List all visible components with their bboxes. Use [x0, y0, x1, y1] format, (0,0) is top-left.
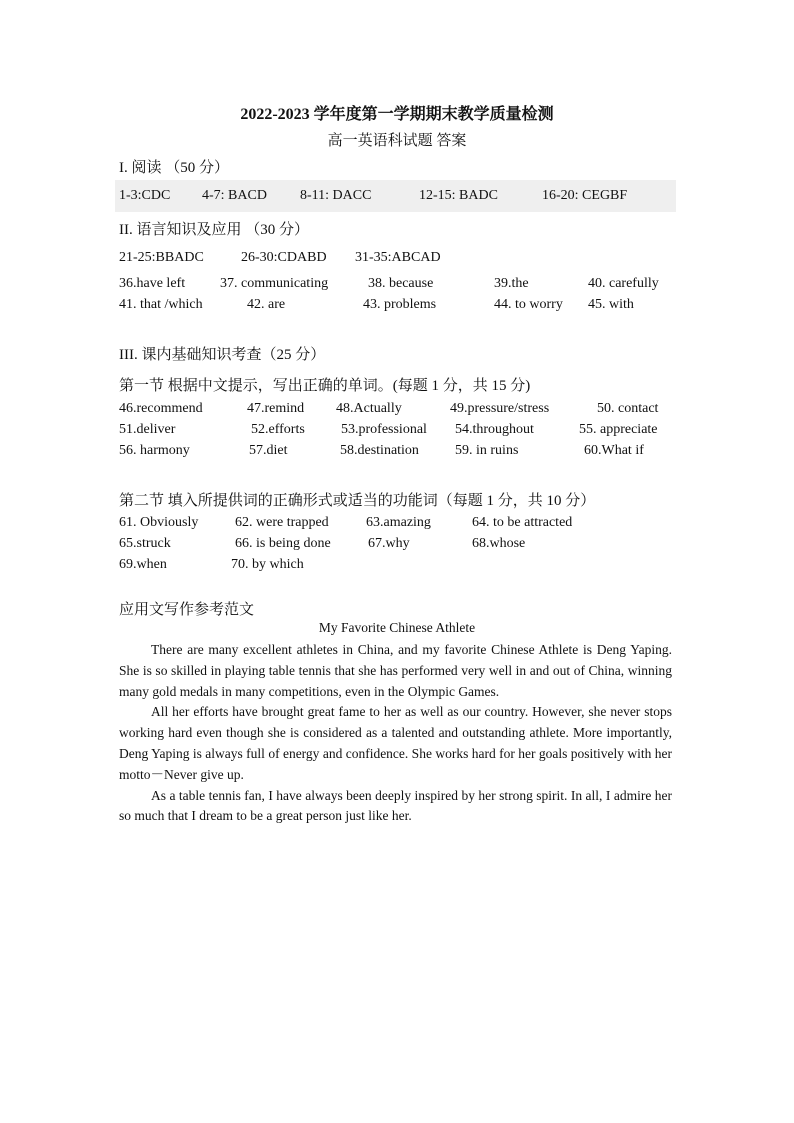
word-answer: 55. appreciate: [579, 422, 658, 437]
essay-paragraph: All her efforts have brought great fame to her as well as our country. However, she never stops working hard even though she is considered as a talented and outstanding athlete. More importantly, Deng Yaping is always full of energy and confidence. She works hard for her goals positively with her motto－Never give up.: [119, 704, 672, 782]
word-answer: 58.destination: [340, 443, 419, 458]
fill-answer: 38. because: [368, 276, 434, 291]
fill-answer: 44. to worry: [494, 297, 563, 312]
form-answer: 63.amazing: [366, 515, 431, 530]
writing-heading: 应用文写作参考范文: [119, 602, 255, 618]
reading-answer: 12-15: BADC: [419, 188, 498, 203]
part1-heading: 第一节 根据中文提示，写出正确的单词。(每题 1 分，共 15 分): [119, 378, 531, 394]
form-answer: 62. were trapped: [235, 515, 329, 530]
form-answer: 68.whose: [472, 536, 526, 551]
part2-heading: 第二节 填入所提供词的正确形式或适当的功能词（每题 1 分，共 10 分）: [119, 493, 596, 509]
fill-answer: 37. communicating: [220, 276, 329, 291]
essay-paragraph: There are many excellent athletes in China, and my favorite Chinese Athlete is Deng Yaping. She is so skilled in playing table tennis that she has performed very well in and out of China, winning many gold medals in many competitions, even in the Olympic Games.: [119, 642, 672, 699]
word-answer: 52.efforts: [251, 422, 305, 437]
fill-answer: 39.the: [494, 276, 529, 291]
form-answer: 69.when: [119, 557, 167, 572]
fill-answer: 36.have left: [119, 276, 186, 291]
word-answer: 47.remind: [247, 401, 305, 416]
word-answer: 57.diet: [249, 443, 288, 458]
fill-answer: 41. that /which: [119, 297, 203, 312]
reading-answer: 8-11: DACC: [300, 188, 372, 203]
word-answer: 49.pressure/stress: [450, 401, 550, 416]
form-answer: 64. to be attracted: [472, 515, 573, 530]
word-answer: 50. contact: [597, 401, 659, 416]
form-answer: 65.struck: [119, 536, 171, 551]
word-answer: 54.throughout: [455, 422, 534, 437]
fill-answer: 42. are: [247, 297, 286, 312]
reading-answer: 4-7: BACD: [202, 188, 267, 203]
reading-heading: I. 阅读 （50 分）: [119, 160, 229, 176]
fill-answer: 43. problems: [363, 297, 437, 312]
page-subtitle: 高一英语科试题 答案: [327, 133, 467, 149]
language-heading: II. 语言知识及应用 （30 分）: [119, 222, 309, 238]
fill-answer: 45. with: [588, 297, 634, 312]
form-answer: 70. by which: [231, 557, 304, 572]
choice-answer: 26-30:CDABD: [241, 250, 327, 265]
essay-title: My Favorite Chinese Athlete: [318, 620, 476, 635]
word-answer: 51.deliver: [119, 422, 176, 437]
word-answer: 46.recommend: [119, 401, 203, 416]
word-answer: 53.professional: [341, 422, 427, 437]
word-answer: 56. harmony: [119, 443, 190, 458]
form-answer: 67.why: [368, 536, 410, 551]
essay-paragraph: As a table tennis fan, I have always been deeply inspired by her strong spirit. In all, I admire her so much that I dream to be a great person just like her.: [119, 787, 672, 824]
reading-answer: 16-20: CEGBF: [542, 188, 628, 203]
fill-answer: 40. carefully: [588, 276, 659, 291]
choice-answer: 31-35:ABCAD: [355, 250, 441, 265]
word-answer: 48.Actually: [336, 401, 402, 416]
reading-answer: 1-3:CDC: [119, 188, 171, 203]
essay-body: [119, 640, 672, 827]
word-answer: 60.What if: [584, 443, 644, 458]
word-answer: 59. in ruins: [455, 443, 519, 458]
page-title: 2022-2023 学年度第一学期期末教学质量检测: [240, 106, 554, 123]
form-answer: 66. is being done: [235, 536, 331, 551]
choice-answer: 21-25:BBADC: [119, 250, 204, 265]
basics-heading: III. 课内基础知识考查（25 分）: [119, 347, 326, 363]
form-answer: 61. Obviously: [119, 515, 199, 530]
